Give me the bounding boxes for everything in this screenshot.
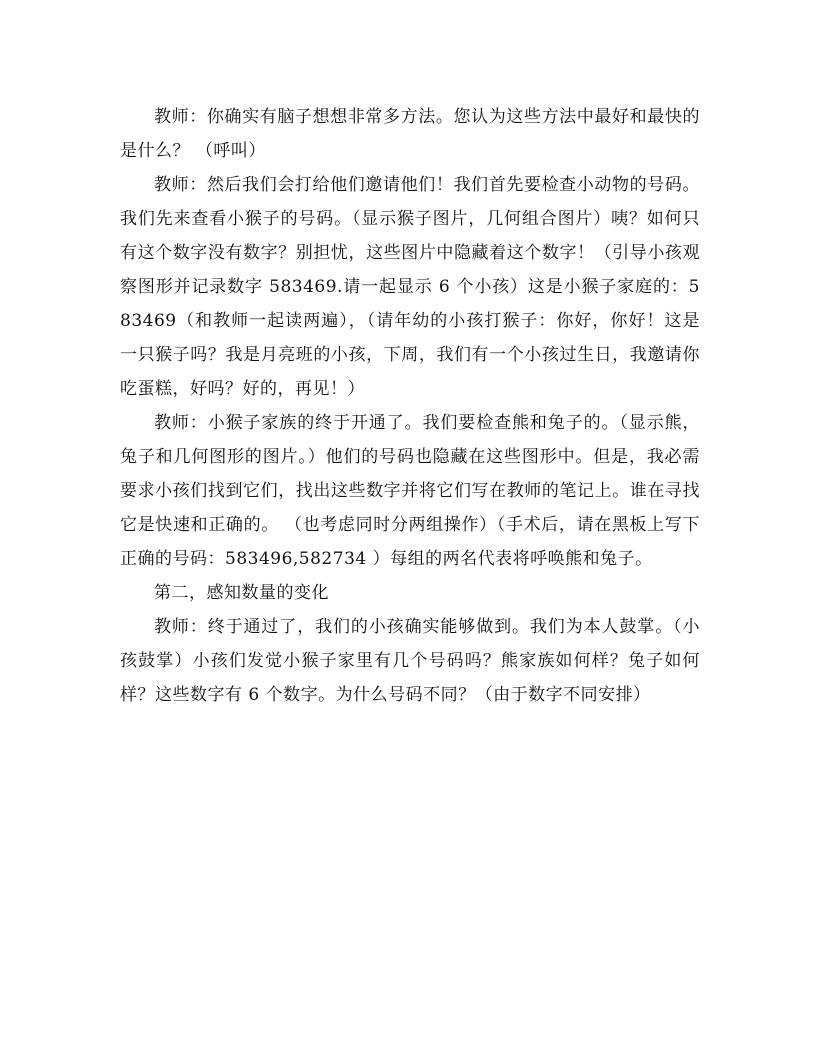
section-heading-second: 第二，感知数量的变化: [154, 583, 329, 603]
paragraph-teacher-best-method: 教师：你确实有脑子想想非常多方法。您认为这些方法中最好和最快的是什么？ （呼叫）: [120, 107, 700, 161]
paragraph-teacher-bear-rabbit: 教师：小猴子家族的终于开通了。我们要检查熊和兔子的。（显示熊，兔子和几何图形的图片。）他们的号码也隐藏在这些图形中。但是，我必需要求小孩们找到它们，找出这些数字并将它们写在教师的笔记上。谁在寻找它是快速和正确的。 （也考虑同时分两组操作）（手术后，请在黑板上写下正确的号码：583496,582734 ）每组的两名代表将呼唤熊和兔子。: [120, 413, 700, 569]
paragraph-teacher-number-change: 教师：终于通过了，我们的小孩确实能够做到。我们为本人鼓掌。（小孩鼓掌）小孩们发觉小猴子家里有几个号码吗？熊家族如何样？兔子如何样？这些数字有 6 个数字。为什么号码不同？（由于数字不同安排）: [120, 617, 700, 705]
document-body: [120, 100, 700, 712]
paragraph-teacher-monkey-number: 教师：然后我们会打给他们邀请他们！我们首先要检查小动物的号码。我们先来查看小猴子的号码。（显示猴子图片，几何组合图片）咦？如何只有这个数字没有数字？别担忧，这些图片中隐藏着这个数字！（引导小孩观察图形并记录数字 583469.请一起显示 6 个小孩）这是小猴子家庭的：583469（和教师一起读两遍），（请年幼的小孩打猴子：你好，你好！这是一只猴子吗？我是月亮班的小孩，下周，我们有一个小孩过生日，我邀请你吃蛋糕，好吗？好的，再见！）: [120, 175, 700, 399]
